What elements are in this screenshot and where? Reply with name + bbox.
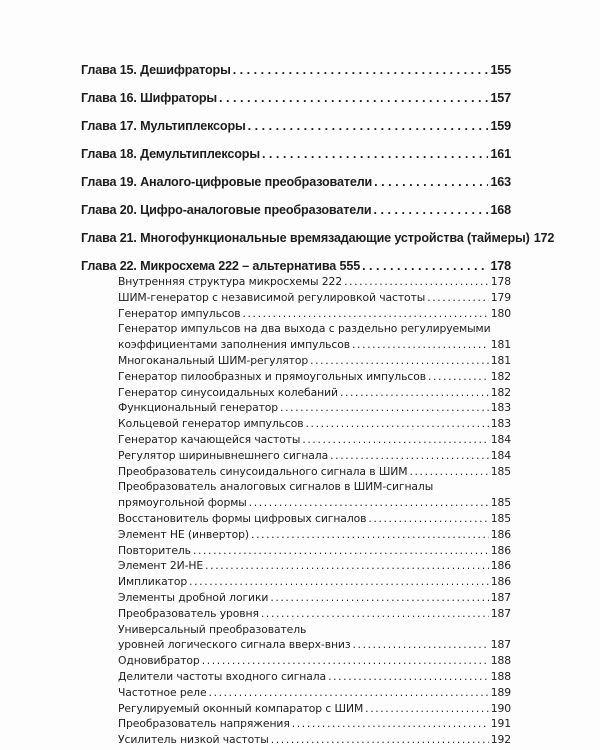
toc-chapter-entry[interactable]: [81, 173, 511, 191]
section-page-number: 179: [490, 290, 511, 304]
section-title: Внутренняя структура микросхемы 222: [118, 275, 343, 288]
toc-chapter-entry[interactable]: [81, 201, 511, 219]
section-page-number: 186: [490, 559, 511, 573]
toc-chapter-entry[interactable]: [81, 145, 511, 163]
dot-leader: [242, 306, 488, 322]
toc-section-entry[interactable]: [118, 290, 511, 306]
chapter-title: Глава 16. Шифраторы: [81, 91, 218, 105]
toc-section-entry[interactable]: [118, 716, 511, 732]
dot-leader: [233, 61, 489, 79]
dot-leader: [428, 369, 489, 385]
toc-section-entry[interactable]: [118, 353, 511, 369]
dot-leader: [202, 653, 489, 669]
toc-section-entry[interactable]: [118, 400, 511, 416]
dot-leader: [262, 145, 489, 163]
toc-section-entry[interactable]: [118, 590, 511, 606]
toc-section-entry[interactable]: [118, 306, 511, 322]
dot-leader: [306, 416, 489, 432]
section-page-number: 180: [490, 306, 511, 320]
section-title: прямоугольной формы: [118, 496, 247, 510]
toc-section-entry[interactable]: [118, 432, 511, 448]
section-page-number: 192: [490, 733, 511, 747]
section-title: Преобразователь уровня: [118, 606, 259, 620]
toc-section-entry[interactable]: [118, 274, 511, 290]
section-title: Генератор пилообразных и прямоугольных импульсов: [118, 369, 426, 383]
toc-chapter-entry[interactable]: [81, 229, 555, 247]
toc-section-entry[interactable]: [118, 622, 511, 654]
toc-section-entry[interactable]: [118, 448, 511, 464]
section-page-number: 185: [490, 496, 511, 510]
section-title: Частотное реле: [118, 685, 207, 699]
section-title: Усилитель низкой частоты: [118, 733, 269, 747]
toc-section-entry[interactable]: [118, 369, 511, 385]
section-title: Регулируемый оконный компаратор с ШИМ: [118, 701, 364, 715]
dot-leader: [368, 511, 488, 527]
dot-leader: [302, 432, 488, 448]
section-page-number: 183: [490, 417, 511, 431]
dot-leader: [271, 732, 489, 748]
dot-leader: [251, 527, 489, 543]
toc-chapter-entry[interactable]: [81, 257, 511, 275]
dot-leader: [310, 353, 489, 369]
dot-leader: [261, 606, 489, 622]
chapter-22-sections: [118, 274, 511, 748]
toc-section-entry[interactable]: [118, 321, 511, 353]
dot-leader: [344, 274, 489, 290]
dot-leader: [409, 464, 488, 480]
section-title: Кольцевой генератор импульсов: [118, 417, 304, 431]
toc-section-entry[interactable]: [118, 606, 511, 622]
section-page-number: 186: [490, 575, 511, 589]
dot-leader: [219, 89, 488, 107]
chapter-page-number: 159: [490, 119, 511, 133]
section-title: Восстановитель формы цифровых сигналов: [118, 511, 367, 525]
dot-leader: [352, 337, 489, 353]
chapter-title: Глава 18. Демультиплексоры: [81, 147, 260, 161]
section-title: Регулятор ширинывнешнего сигнала: [118, 448, 329, 462]
toc-section-entry[interactable]: [118, 527, 511, 543]
chapter-page-number: 155: [490, 63, 511, 77]
toc-section-entry[interactable]: [118, 464, 511, 480]
chapter-title: Глава 22. Микросхема 222 – альтернатива 555: [81, 259, 361, 273]
toc-section-entry[interactable]: [118, 653, 511, 669]
chapter-title: Глава 17. Мультиплексоры: [81, 119, 246, 133]
section-title: Генератор синусоидальных колебаний: [118, 385, 338, 399]
section-page-number: 186: [490, 527, 511, 541]
section-page-number: 187: [490, 590, 511, 604]
chapter-page-number: 172: [533, 231, 555, 245]
section-page-number: 181: [490, 338, 511, 352]
toc-section-entry[interactable]: [118, 385, 511, 401]
toc-chapter-entry[interactable]: [81, 89, 511, 107]
section-page-number: 187: [490, 606, 511, 620]
chapter-title: Глава 19. Аналого-цифровые преобразователи: [81, 175, 373, 189]
dot-leader: [353, 637, 489, 653]
dot-leader: [365, 701, 489, 717]
section-page-number: 184: [490, 432, 511, 446]
toc-section-entry[interactable]: [118, 669, 511, 685]
section-title: Генератор импульсов: [118, 306, 241, 320]
section-page-number: 178: [490, 275, 511, 288]
section-title: Преобразователь синусоидального сигнала в ШИМ: [118, 464, 408, 478]
section-page-number: 187: [490, 638, 511, 652]
section-title: Делители частоты входного сигнала: [118, 669, 327, 683]
toc-section-entry[interactable]: [118, 732, 511, 748]
section-page-number: 186: [490, 543, 511, 557]
section-title: Импликатор: [118, 575, 188, 589]
dot-leader: [328, 669, 489, 685]
dot-leader: [193, 543, 489, 559]
chapter-title: Глава 15. Дешифраторы: [81, 63, 231, 77]
dot-leader: [427, 290, 489, 306]
toc-section-entry[interactable]: [118, 479, 511, 511]
section-title-line1: Преобразователь аналоговых сигналов в ШИМ-сигналы: [118, 480, 434, 494]
toc-section-entry[interactable]: [118, 511, 511, 527]
section-title: Элемент 2И-НЕ: [118, 559, 204, 573]
toc-chapter-entry[interactable]: [81, 117, 511, 135]
toc-section-entry[interactable]: [118, 701, 511, 717]
dot-leader: [189, 574, 489, 590]
dot-leader: [249, 495, 489, 511]
dot-leader: [292, 716, 489, 732]
dot-leader: [270, 590, 488, 606]
dot-leader: [209, 685, 489, 701]
section-page-number: 185: [490, 511, 511, 525]
dot-leader: [248, 117, 489, 135]
toc-section-entry[interactable]: [118, 543, 511, 559]
section-title: Одновибратор: [118, 654, 200, 668]
section-title: Многоканальный ШИМ-регулятор: [118, 353, 309, 367]
chapter-page-number: 157: [490, 91, 511, 105]
section-title: Генератор качающейся частоты: [118, 432, 301, 446]
section-page-number: 182: [490, 385, 511, 399]
section-page-number: 183: [490, 401, 511, 415]
dot-leader: [362, 257, 488, 275]
toc-section-entry[interactable]: [118, 416, 511, 432]
chapter-page-number: 178: [490, 259, 511, 273]
section-title-line1: Универсальный преобразователь: [118, 622, 307, 636]
dot-leader: [205, 558, 489, 574]
section-title: Функциональный генератор: [118, 401, 279, 415]
dot-leader: [374, 173, 488, 191]
section-title: Преобразователь напряжения: [118, 717, 290, 731]
section-page-number: 182: [490, 369, 511, 383]
section-title: Элементы дробной логики: [118, 590, 269, 604]
section-title: Повторитель: [118, 543, 191, 557]
dot-leader: [330, 448, 489, 464]
section-title: ШИМ-генератор с независимой регулировкой частоты: [118, 290, 426, 304]
toc-section-entry[interactable]: [118, 558, 511, 574]
section-page-number: 188: [490, 654, 511, 668]
section-page-number: 190: [490, 701, 511, 715]
dot-leader: [280, 400, 489, 416]
section-page-number: 191: [490, 717, 511, 731]
section-title: уровней логического сигнала вверх-вниз: [118, 638, 351, 652]
section-title: коэффициентами заполнения импульсов: [118, 338, 351, 352]
chapter-page-number: 161: [490, 147, 511, 161]
chapter-title: Глава 20. Цифро-аналоговые преобразователи: [81, 203, 372, 217]
dot-leader: [374, 201, 489, 219]
toc-section-entry[interactable]: [118, 574, 511, 590]
section-page-number: 188: [490, 669, 511, 683]
section-page-number: 189: [490, 685, 511, 699]
dot-leader: [340, 385, 489, 401]
section-title: Элемент НЕ (инвертор): [118, 527, 250, 541]
section-page-number: 184: [490, 448, 511, 462]
toc-section-entry[interactable]: [118, 685, 511, 701]
toc-chapter-entry[interactable]: [81, 61, 511, 79]
section-title-line1: Генератор импульсов на два выхода с раздельно регулируемыми: [118, 322, 491, 336]
section-page-number: 181: [490, 353, 511, 367]
section-page-number: 185: [490, 464, 511, 478]
chapter-page-number: 163: [490, 175, 511, 189]
chapter-page-number: 168: [490, 203, 511, 217]
chapter-title: Глава 21. Многофункциональные времязадающие устройства (таймеры): [81, 231, 530, 245]
